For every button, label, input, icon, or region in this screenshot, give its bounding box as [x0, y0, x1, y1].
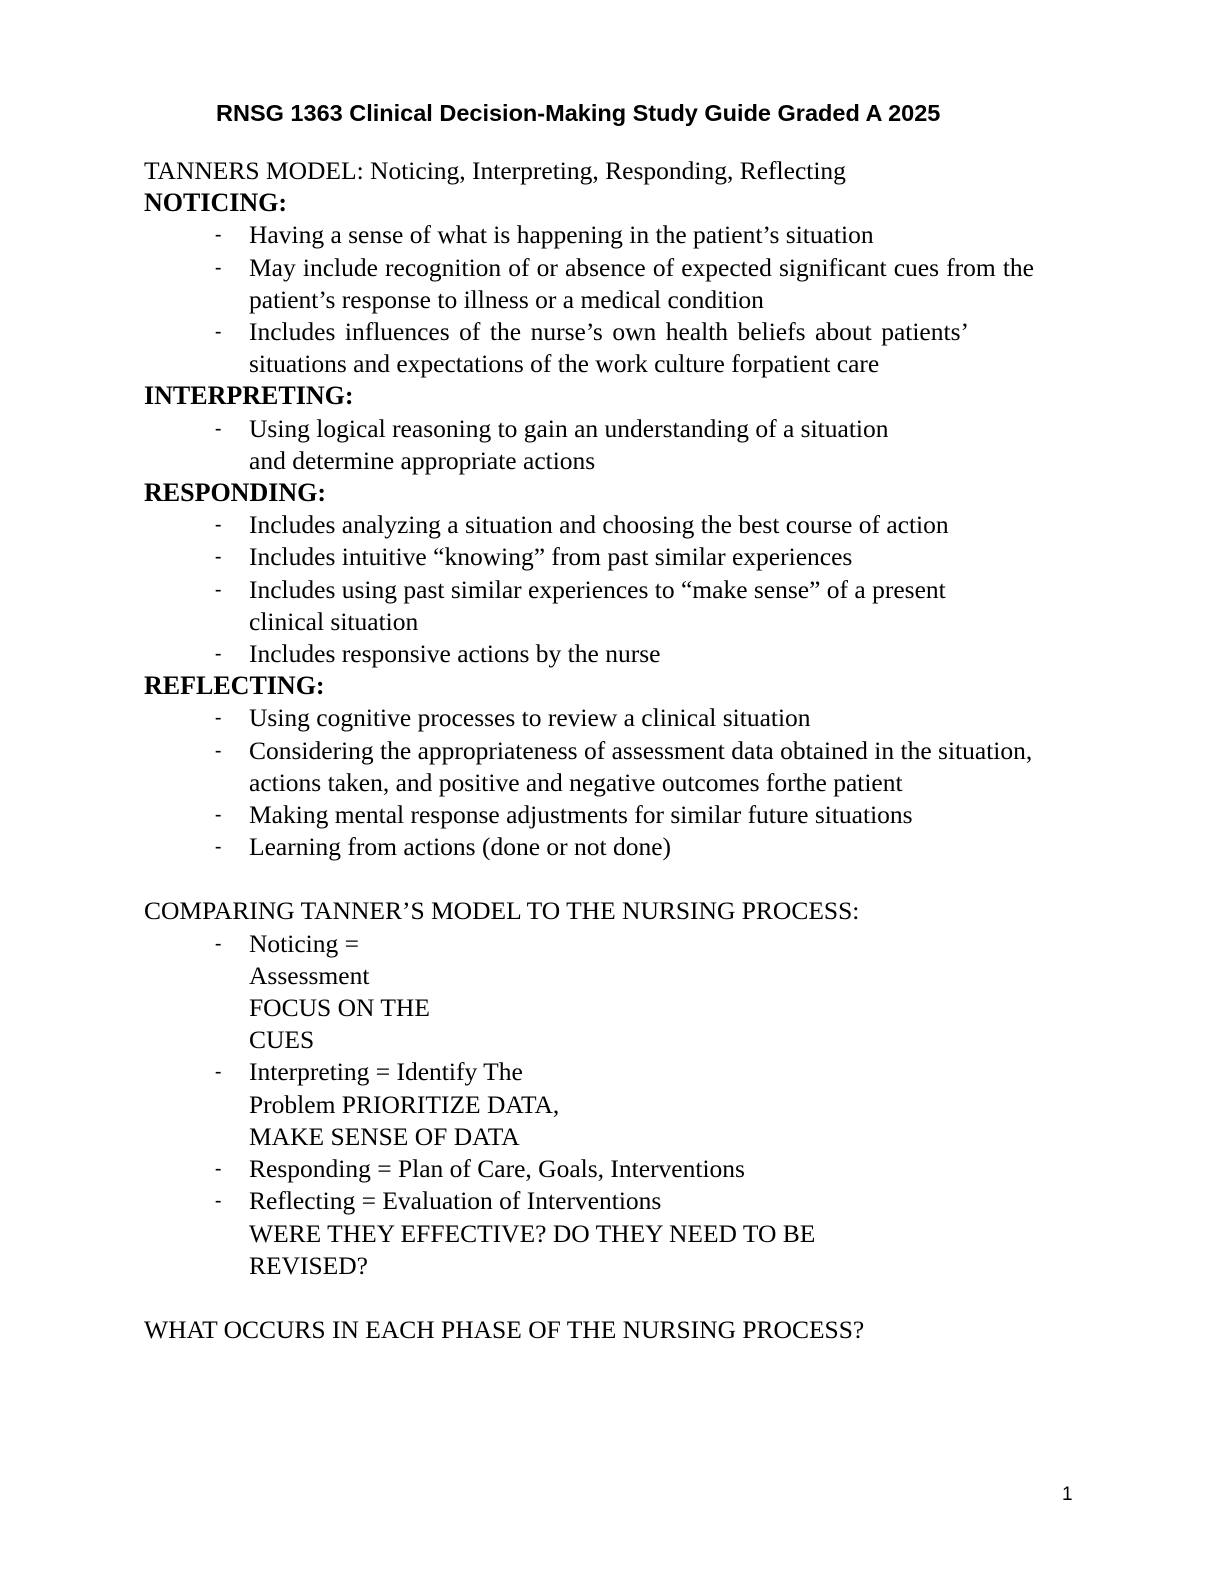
list-item-line: Assessment	[249, 960, 370, 990]
list-item-line: MAKE SENSE OF DATA	[249, 1121, 520, 1151]
list-item: - May include recognition of or absence of expected significant cues from the patient’s response to illness or a medical condition	[249, 252, 1034, 316]
document-title: RNSG 1363 Clinical Decision-Making Study Guide Graded A 2025	[216, 100, 941, 126]
responding-list	[144, 509, 1054, 670]
list-item-line: REVISED?	[249, 1250, 368, 1280]
reflecting-list	[144, 702, 1054, 863]
list-item: - Includes intuitive “knowing” from past similar experiences	[249, 541, 1054, 573]
list-item-line: - Noticing =	[249, 928, 359, 958]
list-item: - Considering the appropriateness of assessment data obtained in the situation, actions taken, and positive and negative outcomes forthe patient	[249, 735, 1034, 799]
list-item-line: - Interpreting = Identify The	[249, 1057, 523, 1087]
list-item-line: - Reflecting = Evaluation of Interventions	[249, 1186, 662, 1216]
noticing-list	[144, 219, 1054, 380]
list-item-line: Problem PRIORITIZE DATA,	[249, 1089, 560, 1119]
responding-heading: RESPONDING:	[144, 478, 327, 508]
list-item-line: - Responding = Plan of Care, Goals, Interventions	[249, 1154, 745, 1184]
spacer	[144, 1282, 1054, 1314]
interpreting-heading: INTERPRETING:	[144, 381, 354, 411]
list-item: - Using logical reasoning to gain an understanding of a situation and determine appropriate actions	[249, 413, 914, 477]
list-item	[249, 1056, 1054, 1153]
list-item: - Includes influences of the nurse’s own health beliefs about patients’ situations and expectations of the work culture forpatient care	[249, 316, 969, 380]
list-item: - Having a sense of what is happening in the patient’s situation	[249, 219, 1054, 251]
list-item: - Making mental response adjustments for similar future situations	[249, 799, 1054, 831]
study-guide-body	[144, 155, 1054, 1346]
list-item: - Using cognitive processes to review a clinical situation	[249, 702, 1054, 734]
header-mark	[592, 0, 616, 4]
list-item	[249, 928, 1054, 1057]
list-item: - Learning from actions (done or not done)	[249, 831, 1054, 863]
list-item: - Includes analyzing a situation and choosing the best course of action	[249, 509, 1009, 541]
comparison-heading: COMPARING TANNER’S MODEL TO THE NURSING PROCESS:	[144, 896, 860, 926]
noticing-heading: NOTICING:	[144, 188, 288, 218]
list-item-line: FOCUS ON THE	[249, 993, 430, 1023]
comparison-list	[144, 928, 1054, 1282]
list-item: - Includes responsive actions by the nurse	[249, 638, 1054, 670]
list-item: - Includes using past similar experiences to “make sense” of a present clinical situation	[249, 574, 994, 638]
page-number: 1	[1062, 1484, 1073, 1505]
list-item-line: WERE THEY EFFECTIVE? DO THEY NEED TO BE	[249, 1218, 816, 1248]
list-item	[249, 1185, 1054, 1282]
interpreting-list	[144, 413, 1054, 477]
list-item	[249, 1153, 1054, 1185]
tanners-model-intro: TANNERS MODEL: Noticing, Interpreting, Responding, Reflecting	[144, 156, 846, 185]
reflecting-heading: REFLECTING:	[144, 671, 325, 701]
closing-question: WHAT OCCURS IN EACH PHASE OF THE NURSING PROCESS?	[144, 1314, 865, 1344]
list-item-line: CUES	[249, 1025, 315, 1055]
spacer	[144, 863, 1054, 895]
